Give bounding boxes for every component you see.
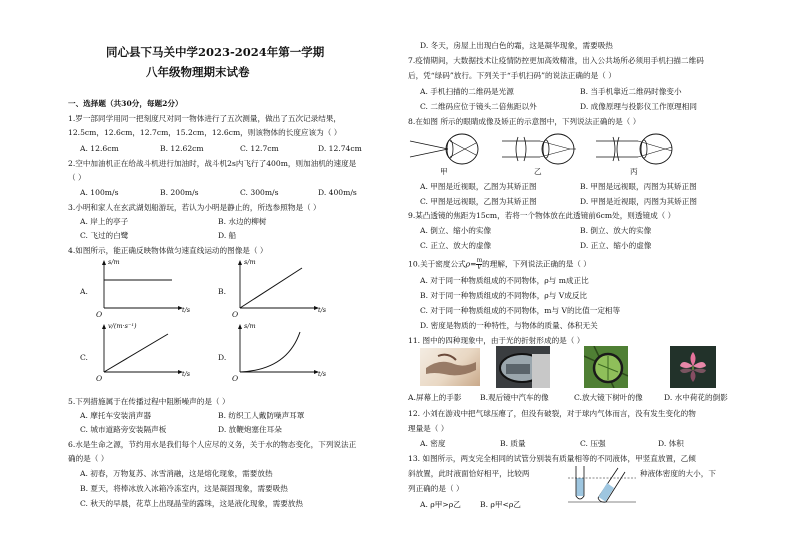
q4-graph-c-ylabel: v/(m·s⁻¹) [108,322,137,330]
q3-stem: 3.小明和家人在玄武湖划船游玩，若认为小明是静止的，所选参照物是（ ） [68,203,321,212]
rearview-mirror-svg [496,346,550,388]
q10-option-d: D. 密度是物质的一种特性，与物体的质量、体积无关 [420,321,598,330]
q4-graph-c [96,322,196,384]
q10-formula-numerator: m [476,257,483,264]
q11-option-d: D. 水中荷花的倒影 [664,393,728,402]
q10-option-a: A. 对于同一种物质组成的不同物体，ρ与 m成正比 [420,276,589,285]
q12-stem: 12. 小刘在游戏中把气球压瘪了，但没有破裂，对于球内气体而言，没有发生变化的物 [408,409,696,418]
q12-option-c: C. 压强 [580,439,606,448]
q5-stem: 5.下列措施属于在传播过程中阻断噪声的是（ ） [68,397,230,406]
q4-graph-b-label: B. [218,287,226,296]
q11-option-a: A.屏幕上的手影 [408,393,462,402]
q7-option-c: C. 二维码应位于镜头二倍焦距以外 [420,102,537,111]
q12-stem-cont: 理量是（ ） [408,424,449,433]
q9-stem: 9.某凸透镜的焦距为15cm，若将一个物体放在此透镜前6cm处，则透镜成（ ） [408,211,676,220]
hand-shadow-photo [420,348,480,386]
q1-option-c: C. 12.7cm [240,144,279,153]
eye-diagram-jia [410,134,478,164]
q4-graph-d-label: D. [218,353,227,362]
q6-option-c: C. 秋天的早晨，花草上出现晶莹的露珠，这是液化现象，需要放热 [80,499,303,508]
lotus-reflection-photo [670,346,716,388]
q8-figure-label-bing: 丙 [630,167,638,176]
q8-option-d: D. 甲图是近视眼，丙图为其矫正图 [580,197,697,206]
q4-graph-c-label: C. [80,353,88,362]
q1-option-a: A. 12.6cm [80,144,119,153]
q8-option-c: C. 甲图是远视眼，乙图为其矫正图 [420,197,537,206]
q2-stem: 2.空中加油机正在给战斗机进行加油时，战斗机2s内飞行了400m，则加油机的速度是 [68,159,357,168]
q7-stem: 7.疫情期间，大数据技术让疫情防控更加高效精准，出入公共场所必须用手机扫描二维码 [408,56,704,65]
q5-option-a: A. 摩托车安装消声器 [80,411,152,420]
q7-option-a: A. 手机扫描的二维码是光源 [420,87,514,96]
q11-option-b: B.观后镜中汽车的像 [480,393,549,402]
q4-graph-d-origin: O [232,374,239,383]
q11-option-c: C.放大镜下树叶的像 [574,393,643,402]
q9-option-b: B. 倒立、放大的实像 [580,226,652,235]
q2-option-a: A. 100m/s [80,188,119,197]
q1-option-d: D. 12.74cm [318,144,362,153]
q8-figure-label-yi: 乙 [534,167,542,176]
q11-stem: 11. 图中的四种现象中，由于光的折射形成的是（ ） [408,336,585,345]
q4-graph-b-origin: O [232,310,239,319]
q13-option-a: A. ρ甲>ρ乙 [420,500,461,509]
q4-graph-a [96,258,196,320]
q4-graph-d [232,322,332,384]
q9-option-c: C. 正立、放大的虚像 [420,241,492,250]
q8-option-a: A. 甲图是近视眼，乙图为其矫正图 [420,182,537,191]
q4-graph-a-ylabel: s/m [108,258,120,266]
test-tubes-svg [568,462,638,504]
q10-stem [408,258,591,271]
test-tubes-figure [568,462,638,504]
q12-option-a: A. 密度 [420,439,446,448]
q10-stem-end: 的理解，下列说法正确的是（ ） [482,259,591,269]
q7-option-b: B. 当手机靠近二维码时像变小 [580,87,682,96]
q6-stem: 6.水是生命之源，节约用水是我们每个人应尽的义务，关于水的物态变化，下列说法正 [68,440,357,449]
q9-option-d: D. 正立、缩小的虚像 [580,241,652,250]
q4-graph-d-ylabel: s/m [244,322,256,330]
q5-option-b: B. 纺织工人戴防噪声耳罩 [218,411,305,420]
q12-option-b: B. 质量 [500,439,526,448]
q6-option-b: B. 夏天，将棒冰放入冰箱冷冻室内，这是凝固现象，需要吸热 [80,484,288,493]
q13-stem-cont-c: 列正确的是（ ） [408,484,464,493]
q5-option-d: D. 放鞭炮塞住耳朵 [218,425,282,434]
hand-shadow-svg [420,348,480,386]
q4-graph-c-xlabel: t/s [182,370,191,378]
q2-option-c: C. 300m/s [240,188,279,197]
eye-diagram-yi [502,134,576,164]
magnifier-leaf-svg [584,346,628,388]
q7-stem-cont: 后，凭“绿码”放行。下列关于“手机扫码”的说法正确的是（ ） [408,71,616,80]
q2-option-d: D. 400m/s [318,188,357,197]
q8-eye-figures-svg [410,129,740,169]
exam-title: 八年级物理期末试卷 [146,65,250,79]
q8-eye-figures [410,129,740,169]
q10-option-c: C. 对于同一种物质组成的不同物体，m与 V的比值一定相等 [420,306,621,315]
q7-option-d: D. 成像原理与投影仪工作原理相同 [580,102,697,111]
q6-stem-cont: 确的是（ ） [68,454,109,463]
rearview-mirror-photo [496,346,550,388]
q3-option-c: C. 飞过的白鹭 [80,231,129,240]
q10-option-b: B. 对于同一种物质组成的不同物体，ρ与 V成反比 [420,291,588,300]
q6-option-a: A. 初春，万物复苏、冰雪消融，这是熔化现象，需要放热 [80,469,273,478]
q3-option-a: A. 岸上的亭子 [80,217,129,226]
q2-option-b: B. 200m/s [160,188,199,197]
q1-stem-cont: 12.5cm，12.6cm，12.7cm，15.2cm，12.6cm，则该物体的长度应该为（ ） [68,128,342,137]
lotus-reflection-svg [670,346,716,388]
q8-option-b: B. 甲图是远视眼，丙图为其矫正图 [580,182,697,191]
q8-stem: 8.在如图 所示的眼睛成像及矫正的示意图中，下列说法正确的是（ ） [408,117,641,126]
section-heading: 一、选择题（共30分，每题2分） [68,99,183,108]
q10-formula-rho: ρ= [465,259,477,269]
q4-graph-c-origin: O [96,374,103,383]
q4-graph-a-xlabel: t/s [182,306,191,314]
q13-stem-cont-b: 种液体密度的大小，下 [640,469,716,478]
q13-stem-cont-a: 斜放置，此时液面恰好相平，比较两 [408,469,530,478]
q13-option-b: B. ρ甲<ρ乙 [480,500,521,509]
q3-option-d: D. 船 [218,231,237,240]
q13-stem: 13. 如图所示，两支完全相同的试管分别装有质量相等的不同液体，甲竖直放置，乙倾 [408,454,696,463]
q4-graph-b-xlabel: t/s [318,306,327,314]
q4-graph-a-label: A. [80,287,88,296]
q4-graph-b [232,258,332,320]
q9-option-a: A. 倒立、缩小的实像 [420,226,492,235]
q3-option-b: B. 水边的柳树 [218,217,267,226]
q2-stem-cont: （ ） [68,173,86,182]
q4-graph-a-origin: O [96,310,103,319]
q10-stem-start: 10.关于密度公式 [408,259,466,269]
q6-option-d: D. 冬天，房屋上出现白色的霜，这是凝华现象，需要吸热 [420,41,613,50]
eye-diagram-bing [596,134,672,164]
q4-graph-b-ylabel: s/m [244,258,256,266]
school-title: 同心县下马关中学2023-2024年第一学期 [106,45,325,59]
q1-stem: 1.罗一部同学用同一把刻度尺对同一物体进行了五次测量，做出了五次记录结果， [68,114,342,123]
q4-graph-d-xlabel: t/s [318,370,327,378]
q4-stem: 4.如图所示，能正确反映物体做匀速直线运动的图像是（ ） [68,246,268,255]
q5-option-c: C. 城市道路旁安装隔声板 [80,425,167,434]
q10-formula-denominator: V [477,264,482,271]
q12-option-d: D. 体积 [658,439,684,448]
q1-option-b: B. 12.62cm [160,144,204,153]
q8-figure-label-jia: 甲 [440,167,448,176]
magnifier-leaf-photo [584,346,628,388]
